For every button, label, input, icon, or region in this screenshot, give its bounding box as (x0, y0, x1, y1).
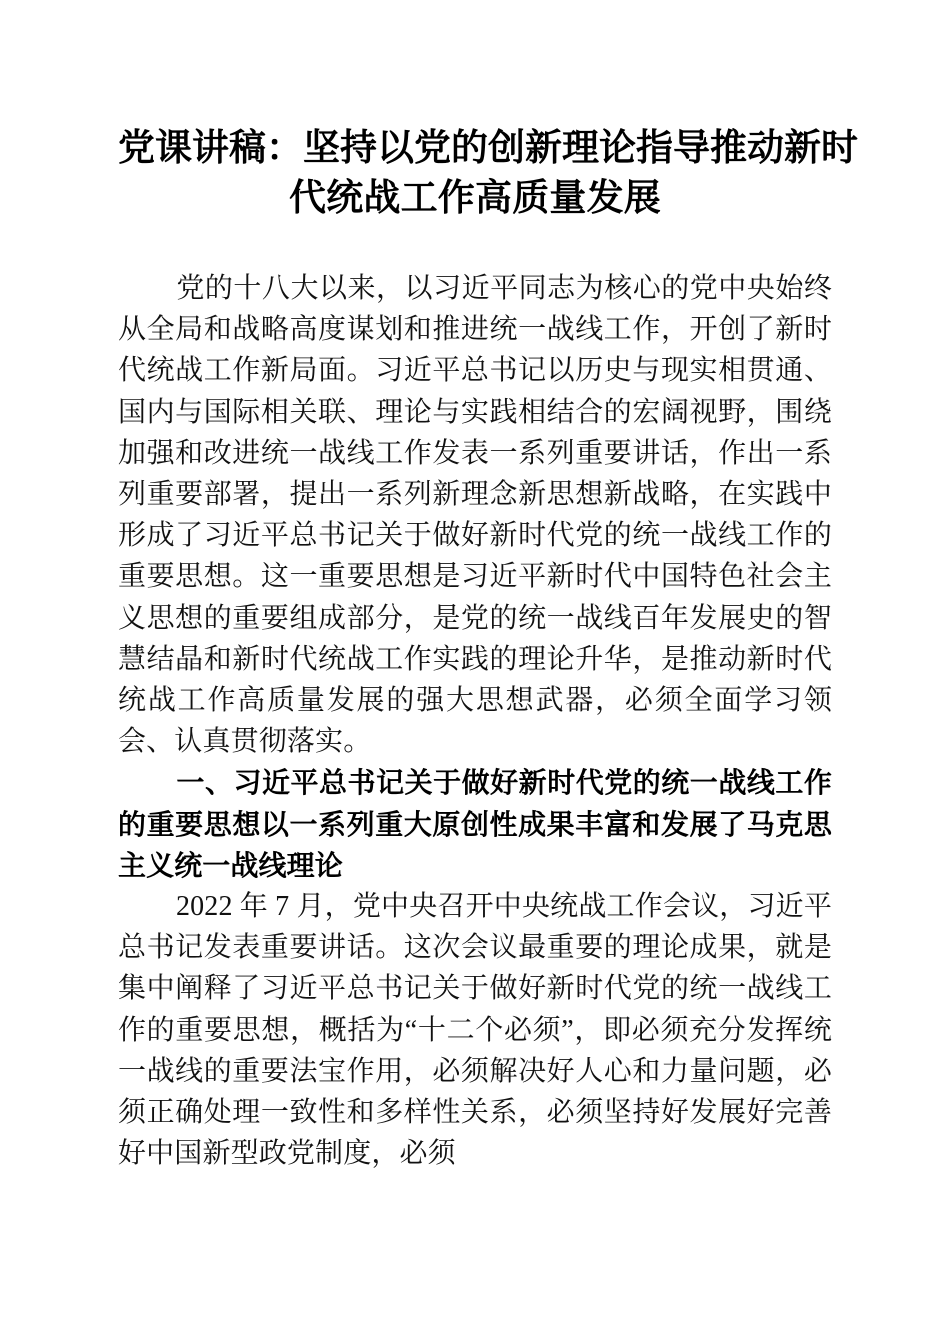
document-body (118, 268, 832, 1174)
paragraph-intro (118, 268, 832, 762)
paragraph-text: 党的十八大以来，以习近平同志为核心的党中央始终从全局和战略高度谋划和推进统一战线工作，开创了新时代统战工作新局面。习近平总书记以历史与现实相贯通、国内与国际相关联、理论与实践相结合的宏阔视野，围绕加强和改进统一战线工作发表一系列重要讲话，作出一系列重要部署，提出一系列新理念新思想新战略，在实践中形成了习近平总书记关于做好新时代党的统一战线工作的重要思想。这一重要思想是习近平新时代中国特色社会主义思想的重要组成部分，是党的统一战线百年发展史的智慧结晶和新时代统战工作实践的理论升华，是推动新时代统战工作高质量发展的强大思想武器，必须全面学习领会、认真贯彻落实。 (118, 273, 832, 758)
section-heading-text: 一、习近平总书记关于做好新时代党的统一战线工作的重要思想以一系列重大原创性成果丰富和发展了马克思主义统一战线理论 (118, 767, 832, 881)
paragraph-text: 2022 年 7 月，党中央召开中央统战工作会议，习近平总书记发表重要讲话。这次会议最重要的理论成果，就是集中阐释了习近平总书记关于做好新时代党的统一战线工作的重要思想，概括为“十二个必须”，即必须充分发挥统一战线的重要法宝作用，必须解决好人心和力量问题，必须正确处理一致性和多样性关系，必须坚持好发展好完善好中国新型政党制度，必须 (118, 891, 832, 1170)
document-title-line-1: 党课讲稿：坚持以党的创新理论指导推动新时 (118, 128, 858, 169)
paragraph-section-one-1 (118, 886, 832, 1174)
document-title-line-2: 代统战工作高质量发展 (289, 178, 661, 219)
section-heading-one (118, 762, 832, 886)
document-title (118, 124, 858, 224)
